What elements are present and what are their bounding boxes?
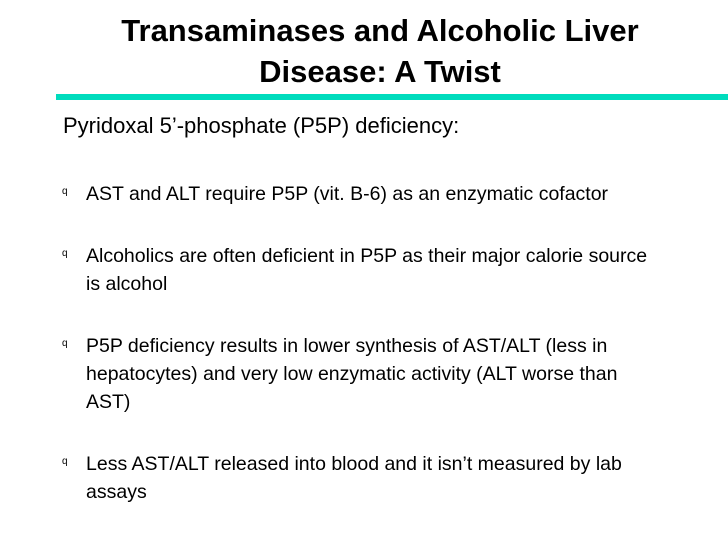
bullet-text: Less AST/ALT released into blood and it isn’t measured by lab assays: [86, 453, 622, 503]
bullet-text: AST and ALT require P5P (vit. B-6) as an enzymatic cofactor: [86, 183, 609, 205]
bullet-text: P5P deficiency results in lower synthesis of AST/ALT (less in hepatocytes) and very low enzymatic activity (ALT worse than AST): [86, 335, 618, 413]
slide-title-line-2: Disease: A Twist: [259, 54, 501, 89]
bullet-marker-icon: q: [62, 186, 68, 197]
bullet-text: Alcoholics are often deficient in P5P as their major calorie source is alcohol: [86, 245, 648, 295]
slide-title: [60, 10, 700, 92]
title-divider: [56, 94, 728, 100]
bullet-item: [62, 180, 662, 208]
bullet-item: [62, 332, 662, 416]
bullet-marker-icon: q: [62, 338, 68, 349]
subheading: Pyridoxal 5’-phosphate (P5P) deficiency:: [63, 113, 460, 138]
slide-title-line-1: Transaminases and Alcoholic Liver: [121, 13, 639, 48]
bullet-list: [62, 180, 662, 506]
bullet-item: [62, 450, 662, 506]
bullet-item: [62, 242, 662, 298]
bullet-marker-icon: q: [62, 248, 68, 259]
bullet-marker-icon: q: [62, 456, 68, 467]
